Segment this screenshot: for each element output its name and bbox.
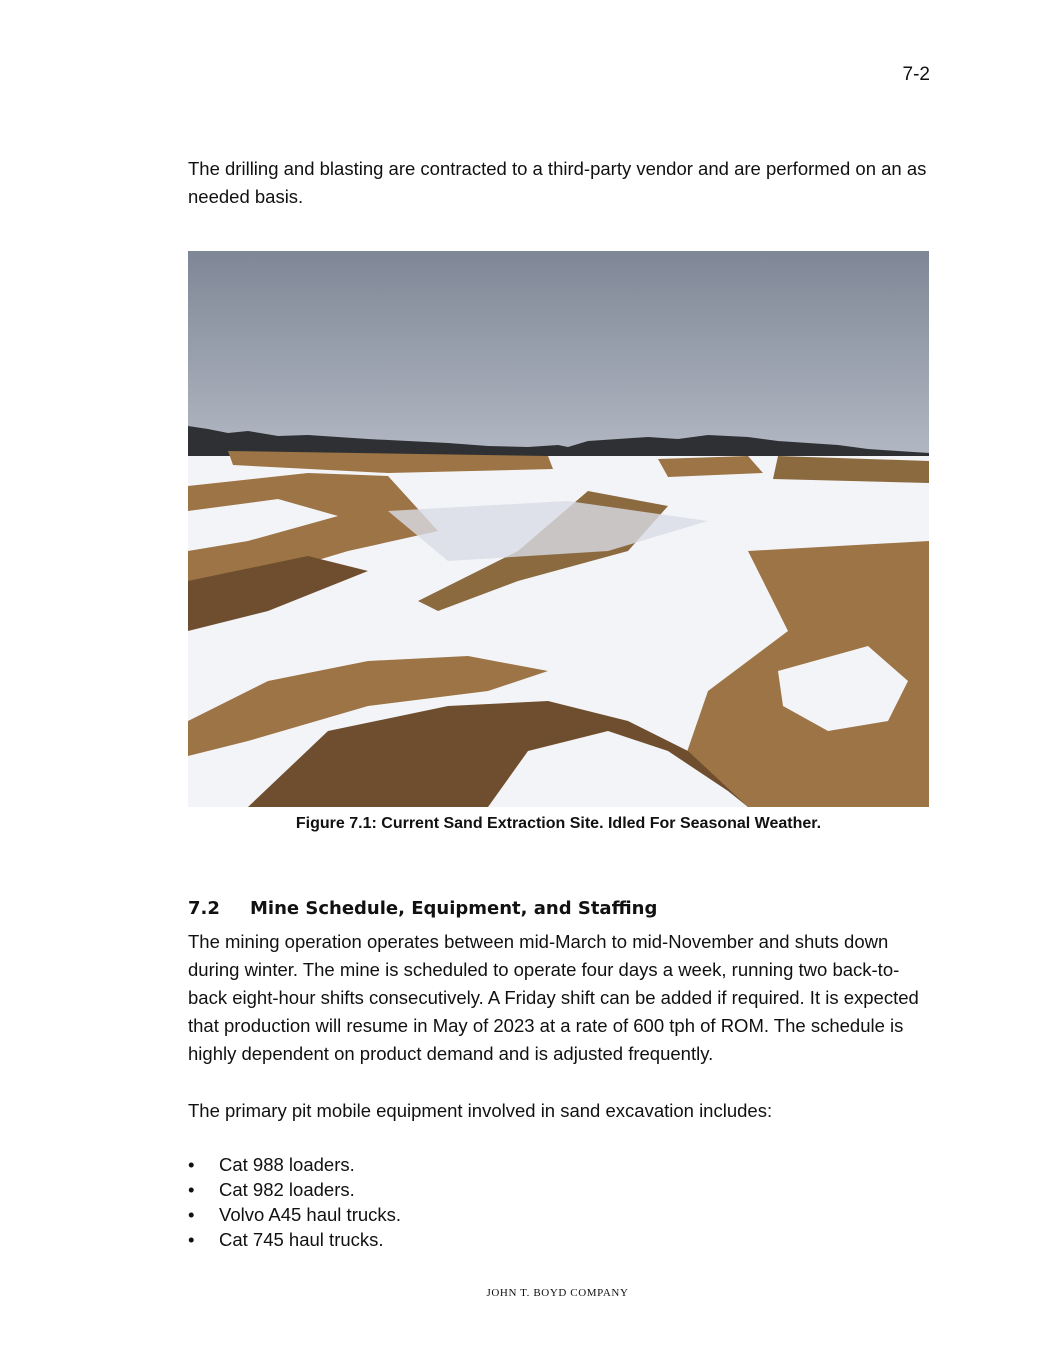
list-item: • Cat 988 loaders. (188, 1154, 355, 1175)
schedule-paragraph: The mining operation operates between mid-March to mid-November and shuts down during winter. The mine is scheduled to operate four days a week, running two back-to-back eight-hour shifts consecutively. A Friday shift can be added if required. It is expected that production will resume in May of 2023 at a rate of 600 tph of ROM. The schedule is highly dependent on product demand and is adjusted frequently. (188, 931, 919, 1064)
figure-caption: Figure 7.1: Current Sand Extraction Site. Idled For Seasonal Weather. (295, 815, 822, 832)
footer-company-name: JOHN T. BOYD COMPANY (486, 1287, 629, 1299)
equipment-intro-paragraph: The primary pit mobile equipment involved in sand excavation includes: (188, 1100, 773, 1121)
bullet-icon: • (188, 1229, 195, 1250)
section-title: Mine Schedule, Equipment, and Staffing (250, 898, 658, 919)
list-item: • Volvo A45 haul trucks. (188, 1204, 402, 1225)
section-number: 7.2 (188, 898, 220, 919)
sky (188, 251, 929, 466)
section-heading (188, 898, 657, 919)
bullet-icon: • (188, 1154, 195, 1175)
list-item: • Cat 745 haul trucks. (188, 1229, 384, 1250)
bullet-icon: • (188, 1204, 195, 1225)
bullet-icon: • (188, 1179, 195, 1200)
equipment-list (188, 1152, 401, 1252)
sand-pit-snow-image (188, 251, 929, 807)
list-item: • Cat 982 loaders. (188, 1179, 355, 1200)
page-number: 7-2 (902, 64, 930, 85)
site-photo (188, 251, 929, 807)
intro-paragraph: The drilling and blasting are contracted to a third-party vendor and are performed on an as needed basis. (188, 158, 927, 207)
